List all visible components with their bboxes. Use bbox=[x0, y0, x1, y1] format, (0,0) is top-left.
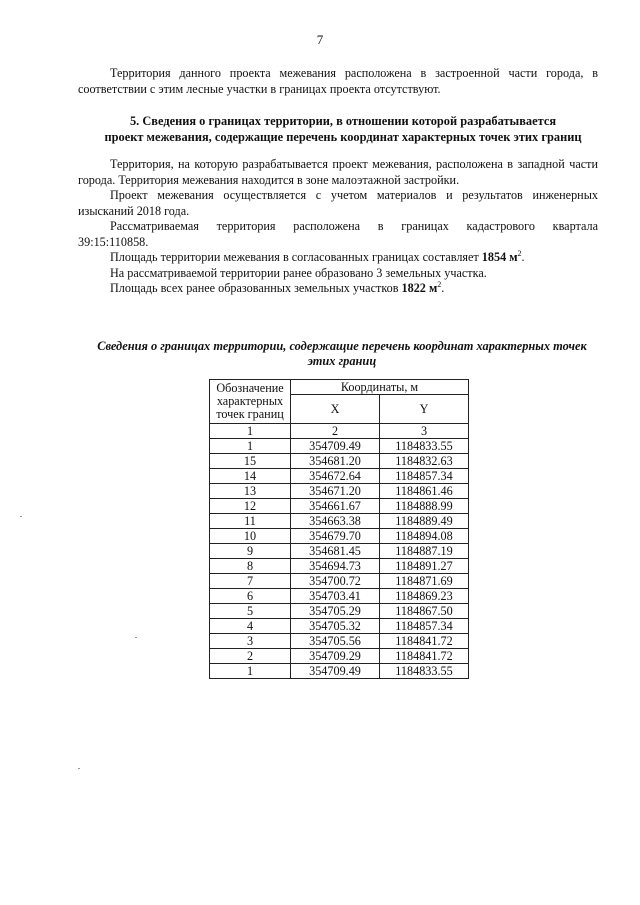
y-coordinate-cell: 1184841.72 bbox=[380, 649, 469, 664]
cadastral-paragraph-line-1: Рассматриваемая территория расположена в границах кадастрового квартала bbox=[110, 219, 598, 233]
y-coordinate-cell: 1184833.55 bbox=[380, 664, 469, 679]
y-coordinate-cell: 1184832.63 bbox=[380, 454, 469, 469]
area-end: . bbox=[521, 250, 525, 264]
point-id-cell: 6 bbox=[210, 589, 291, 604]
table-row bbox=[210, 619, 469, 634]
table-row bbox=[210, 439, 469, 454]
plots-area-paragraph bbox=[78, 281, 598, 297]
header-y: Y bbox=[380, 395, 469, 424]
section-heading bbox=[78, 113, 608, 145]
x-coordinate-cell: 354661.67 bbox=[291, 499, 380, 514]
header-point-designation bbox=[210, 380, 291, 424]
section-heading-line-1: 5. Сведения о границах территории, в отношении которой разрабатывается bbox=[129, 114, 557, 128]
table-row bbox=[210, 574, 469, 589]
table-row bbox=[210, 469, 469, 484]
x-coordinate-cell: 354703.41 bbox=[291, 589, 380, 604]
intro-text: Территория данного проекта межевания расположена в застроенной части города, в соответствии с этим лесные участки в границах проекта отсутствуют. bbox=[78, 66, 598, 96]
y-coordinate-cell: 1184871.69 bbox=[380, 574, 469, 589]
y-coordinate-cell: 1184887.19 bbox=[380, 544, 469, 559]
surveys-paragraph: Проект межевания осуществляется с учетом материалов и результатов инженерных изысканий 2018 года. bbox=[78, 188, 598, 218]
table-row bbox=[210, 499, 469, 514]
section-body bbox=[78, 157, 598, 297]
plots-area-text: Площадь всех ранее образованных земельных участков bbox=[110, 281, 399, 295]
x-coordinate-cell: 354709.49 bbox=[291, 664, 380, 679]
point-id-cell: 12 bbox=[210, 499, 291, 514]
table-row bbox=[210, 634, 469, 649]
table-row bbox=[210, 514, 469, 529]
page-number: 7 bbox=[316, 32, 324, 47]
point-id-cell: 1 bbox=[210, 664, 291, 679]
table-row bbox=[210, 559, 469, 574]
plots-paragraph: На рассматриваемой территории ранее образовано 3 земельных участка. bbox=[110, 265, 487, 280]
table-header-row bbox=[210, 380, 469, 395]
header-point-line: характерных bbox=[216, 394, 284, 408]
table-row bbox=[210, 649, 469, 664]
point-id-cell: 4 bbox=[210, 619, 291, 634]
location-paragraph: Территория, на которую разрабатывается проект межевания, расположена в западной части города. Территория межевания находится в зоне малоэтажной застройки. bbox=[78, 157, 598, 187]
point-id-cell: 11 bbox=[210, 514, 291, 529]
scan-speck bbox=[135, 637, 137, 638]
point-id-cell: 8 bbox=[210, 559, 291, 574]
table-column-numbers-row bbox=[210, 424, 469, 439]
table-row bbox=[210, 454, 469, 469]
table-row bbox=[210, 484, 469, 499]
x-coordinate-cell: 354681.20 bbox=[291, 454, 380, 469]
y-coordinate-cell: 1184888.99 bbox=[380, 499, 469, 514]
point-id-cell: 15 bbox=[210, 454, 291, 469]
y-coordinate-cell: 1184867.50 bbox=[380, 604, 469, 619]
point-id-cell: 7 bbox=[210, 574, 291, 589]
y-coordinate-cell: 1184889.49 bbox=[380, 514, 469, 529]
scan-speck bbox=[78, 768, 80, 769]
x-coordinate-cell: 354705.32 bbox=[291, 619, 380, 634]
coordinates-table bbox=[209, 379, 469, 679]
area-unit-sup: 2 bbox=[517, 248, 522, 258]
table-row bbox=[210, 589, 469, 604]
area-value: 1854 м bbox=[481, 250, 518, 264]
x-coordinate-cell: 354705.29 bbox=[291, 604, 380, 619]
y-coordinate-cell: 1184857.34 bbox=[380, 469, 469, 484]
table-row bbox=[210, 544, 469, 559]
y-coordinate-cell: 1184891.27 bbox=[380, 559, 469, 574]
column-number: 1 bbox=[210, 424, 291, 439]
x-coordinate-cell: 354709.49 bbox=[291, 439, 380, 454]
y-coordinate-cell: 1184869.23 bbox=[380, 589, 469, 604]
point-id-cell: 14 bbox=[210, 469, 291, 484]
y-coordinate-cell: 1184841.72 bbox=[380, 634, 469, 649]
x-coordinate-cell: 354663.38 bbox=[291, 514, 380, 529]
area-paragraph bbox=[78, 250, 598, 266]
column-number: 3 bbox=[380, 424, 469, 439]
header-coordinates: Координаты, м bbox=[291, 380, 469, 395]
y-coordinate-cell: 1184894.08 bbox=[380, 529, 469, 544]
plots-area-unit-sup: 2 bbox=[437, 279, 442, 289]
point-id-cell: 5 bbox=[210, 604, 291, 619]
cadastral-number: 39:15:110858. bbox=[78, 234, 149, 249]
table-row bbox=[210, 604, 469, 619]
table-caption-line-2: этих границ bbox=[307, 354, 377, 368]
x-coordinate-cell: 354671.20 bbox=[291, 484, 380, 499]
x-coordinate-cell: 354679.70 bbox=[291, 529, 380, 544]
y-coordinate-cell: 1184857.34 bbox=[380, 619, 469, 634]
x-coordinate-cell: 354694.73 bbox=[291, 559, 380, 574]
x-coordinate-cell: 354681.45 bbox=[291, 544, 380, 559]
point-id-cell: 3 bbox=[210, 634, 291, 649]
header-point-line: Обозначение bbox=[216, 381, 284, 395]
x-coordinate-cell: 354700.72 bbox=[291, 574, 380, 589]
table-caption-line-1: Сведения о границах территории, содержащие перечень координат характерных точек bbox=[97, 339, 587, 353]
point-id-cell: 10 bbox=[210, 529, 291, 544]
table-row bbox=[210, 664, 469, 679]
x-coordinate-cell: 354709.29 bbox=[291, 649, 380, 664]
scan-speck bbox=[20, 516, 22, 517]
section-heading-line-2: проект межевания, содержащие перечень координат характерных точек этих границ bbox=[104, 130, 582, 144]
plots-area-value: 1822 м bbox=[401, 281, 438, 295]
point-id-cell: 1 bbox=[210, 439, 291, 454]
plots-area-end: . bbox=[441, 281, 445, 295]
column-number: 2 bbox=[291, 424, 380, 439]
y-coordinate-cell: 1184861.46 bbox=[380, 484, 469, 499]
y-coordinate-cell: 1184833.55 bbox=[380, 439, 469, 454]
intro-paragraph bbox=[78, 66, 598, 97]
point-id-cell: 2 bbox=[210, 649, 291, 664]
table-row bbox=[210, 529, 469, 544]
x-coordinate-cell: 354672.64 bbox=[291, 469, 380, 484]
table-caption bbox=[72, 339, 612, 369]
point-id-cell: 13 bbox=[210, 484, 291, 499]
area-text: Площадь территории межевания в согласованных границах составляет bbox=[110, 250, 479, 264]
header-x: X bbox=[291, 395, 380, 424]
x-coordinate-cell: 354705.56 bbox=[291, 634, 380, 649]
point-id-cell: 9 bbox=[210, 544, 291, 559]
header-point-line: точек границ bbox=[216, 407, 284, 421]
